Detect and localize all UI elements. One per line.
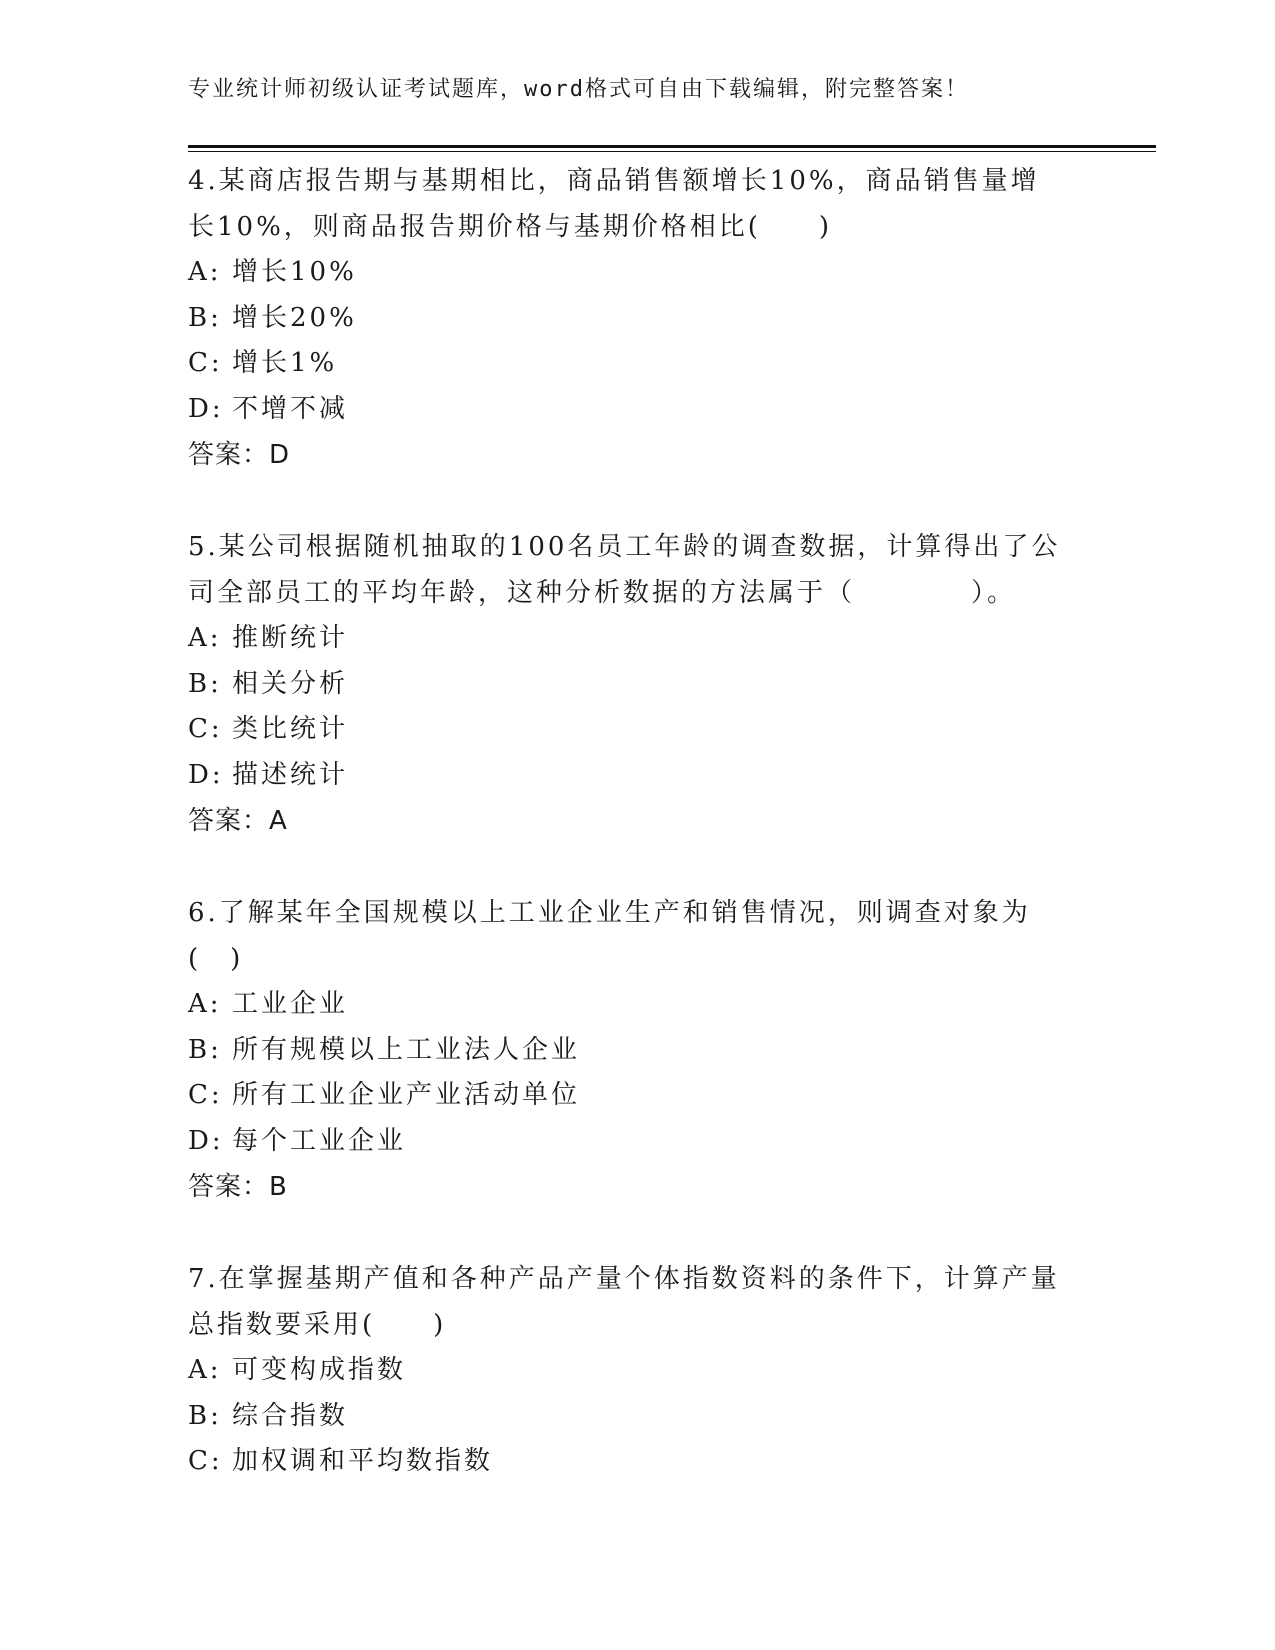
question-6	[188, 890, 1068, 1210]
question-stem: 7.在掌握基期产值和各种产品产量个体指数资料的条件下，计算产量总指数要采用( )	[188, 1264, 1060, 1340]
option-b: B: 综合指数	[188, 1400, 349, 1431]
option-a: A: 可变构成指数	[188, 1355, 407, 1385]
question-stem: 5.某公司根据随机抽取的100名员工年龄的调查数据，计算得出了公司全部员工的平均年龄，这种分析数据的方法属于（ ）。	[188, 532, 1061, 608]
answer-line: 答案：D	[188, 440, 291, 470]
question-5	[188, 524, 1068, 844]
question-stem: 4.某商店报告期与基期相比，商品销售额增长10%，商品销售量增长10%，则商品报告期价格与基期价格相比( )	[188, 166, 1040, 242]
page-header: 专业统计师初级认证考试题库，word格式可自由下载编辑，附完整答案！	[188, 77, 969, 102]
option-a: A: 增长10%	[188, 257, 357, 287]
option-a: A: 推断统计	[188, 623, 349, 653]
header-divider-thick	[188, 145, 1156, 148]
option-d: D: 每个工业企业	[188, 1125, 407, 1156]
option-c: C: 类比统计	[188, 714, 349, 744]
question-list	[188, 158, 1068, 1531]
option-d: D: 不增不减	[188, 393, 349, 424]
option-b: B: 增长20%	[188, 302, 357, 333]
option-b: B: 相关分析	[188, 668, 349, 699]
answer-line: 答案：B	[188, 1172, 288, 1202]
question-7	[188, 1256, 1068, 1485]
answer-line: 答案：A	[188, 806, 288, 836]
option-c: C: 增长1%	[188, 348, 338, 378]
option-b: B: 所有规模以上工业法人企业	[188, 1034, 581, 1065]
option-d: D: 描述统计	[188, 759, 349, 790]
option-c: C: 加权调和平均数指数	[188, 1446, 494, 1476]
option-a: A: 工业企业	[188, 989, 349, 1019]
option-c: C: 所有工业企业产业活动单位	[188, 1080, 581, 1110]
header-divider-thin	[188, 151, 1156, 152]
question-stem: 6.了解某年全国规模以上工业企业生产和销售情况，则调查对象为( )	[188, 898, 1031, 974]
question-4	[188, 158, 1068, 478]
